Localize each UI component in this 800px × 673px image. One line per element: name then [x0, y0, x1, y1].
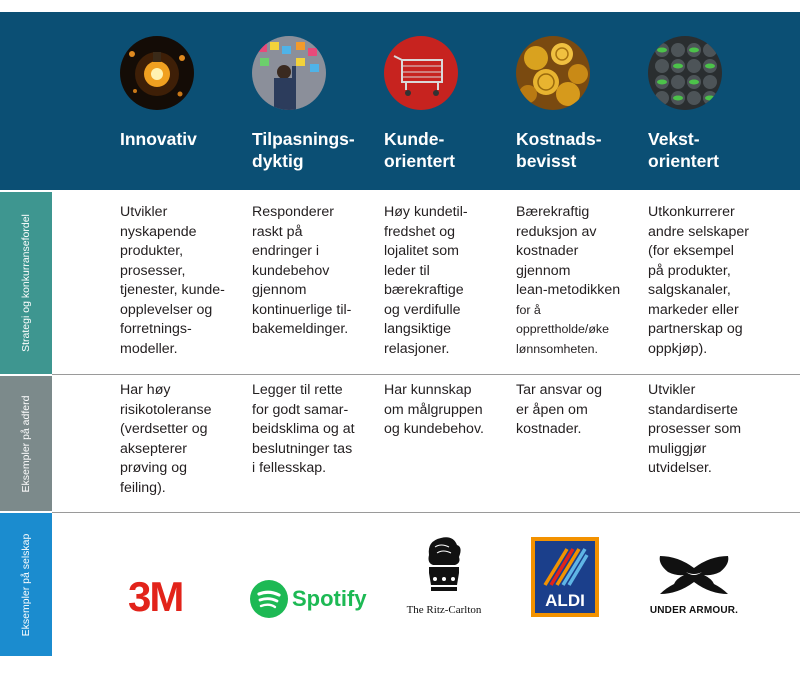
spotify-logo: [250, 580, 367, 618]
lion-crown-icon: [419, 533, 469, 597]
behavior-cell-innovativ: Har høy risikotoleranse (verdsetter og aksepterer prøving og feiling).: [120, 382, 212, 496]
strategy-cell-innovativ: Utvikler nyskapende produkter, prosesser, tjenester, kunde- opplevelser og forretnings- modeller.: [120, 204, 225, 357]
3m-logo: [128, 573, 183, 620]
spotify-logo-text: Spotify: [292, 586, 367, 611]
under-armour-icon: [656, 554, 732, 596]
strategy-cell-vekstorientert: Utkonkurrerer andre selskaper (for eksempel på produkter, salgskanaler, markeder eller partnerskap og oppkjøp).: [648, 204, 749, 357]
aldi-logo: [531, 537, 599, 622]
row-divider: [52, 374, 800, 375]
row-divider: [52, 512, 800, 513]
behavior-cell-kundeorientert: Har kunnskap om målgruppen og kundebehov.: [384, 382, 484, 437]
shopping-cart-photo: [384, 36, 458, 110]
sticky-notes-board-photo: [252, 36, 326, 110]
strategy-cell-kostnadsbevisst: [516, 203, 646, 359]
column-title: Tilpasnings- dyktig: [252, 129, 355, 171]
behavior-cell-vekstorientert: Utvikler standardiserte prosesser som muliggjør utvidelser.: [648, 382, 742, 476]
seedling-tray-photo: [648, 36, 722, 110]
ritz-carlton-logo-text: The Ritz-Carlton: [406, 604, 482, 616]
strategy-cell-kundeorientert: Høy kundetil- fredshet og lojalitet som leder til bærekraftige og verdifulle langsiktige relasjoner.: [384, 204, 468, 357]
ritz-carlton-logo: [392, 533, 496, 616]
light-bulb-photo: [120, 36, 194, 110]
behavior-cell-tilpasningsdyktig: Legger til rette for godt samar- beidsklima og at beslutninger tas i fellesskap.: [252, 382, 355, 476]
row-label-behavior: [0, 376, 52, 511]
3m-logo-text: 3M: [128, 573, 183, 620]
strategy-text-small: for å opprettholde/øke lønnsomheten.: [516, 302, 609, 356]
column-title: Innovativ: [120, 129, 197, 149]
row-label-companies: [0, 513, 52, 656]
strategy-cell-tilpasningsdyktig: Responderer raskt på endringer i kundebehov gjennom kontinuerlige til- bakemeldinger.: [252, 204, 352, 337]
row-label-text: Eksempler på selskap: [20, 533, 32, 636]
spotify-icon: [250, 580, 288, 618]
column-title: Kunde- orientert: [384, 129, 455, 171]
under-armour-logo: [640, 554, 748, 616]
header-band: [0, 12, 800, 190]
row-label-strategy: [0, 192, 52, 374]
behavior-cell-kostnadsbevisst: Tar ansvar og er åpen om kostnader.: [516, 382, 602, 437]
gold-coins-photo: [516, 36, 590, 110]
column-title: Vekst- orientert: [648, 129, 719, 171]
column-title: Kostnads- bevisst: [516, 129, 602, 171]
under-armour-logo-text: UNDER ARMOUR.: [649, 605, 739, 616]
strategy-text-main: Bærekraftig reduksjon av kostnader gjennom lean-metodikken: [516, 204, 621, 298]
row-label-text: Strategi og konkurransefordel: [20, 214, 32, 352]
aldi-logo-text: ALDI: [545, 591, 585, 610]
row-label-text: Eksempler på adferd: [20, 395, 32, 492]
